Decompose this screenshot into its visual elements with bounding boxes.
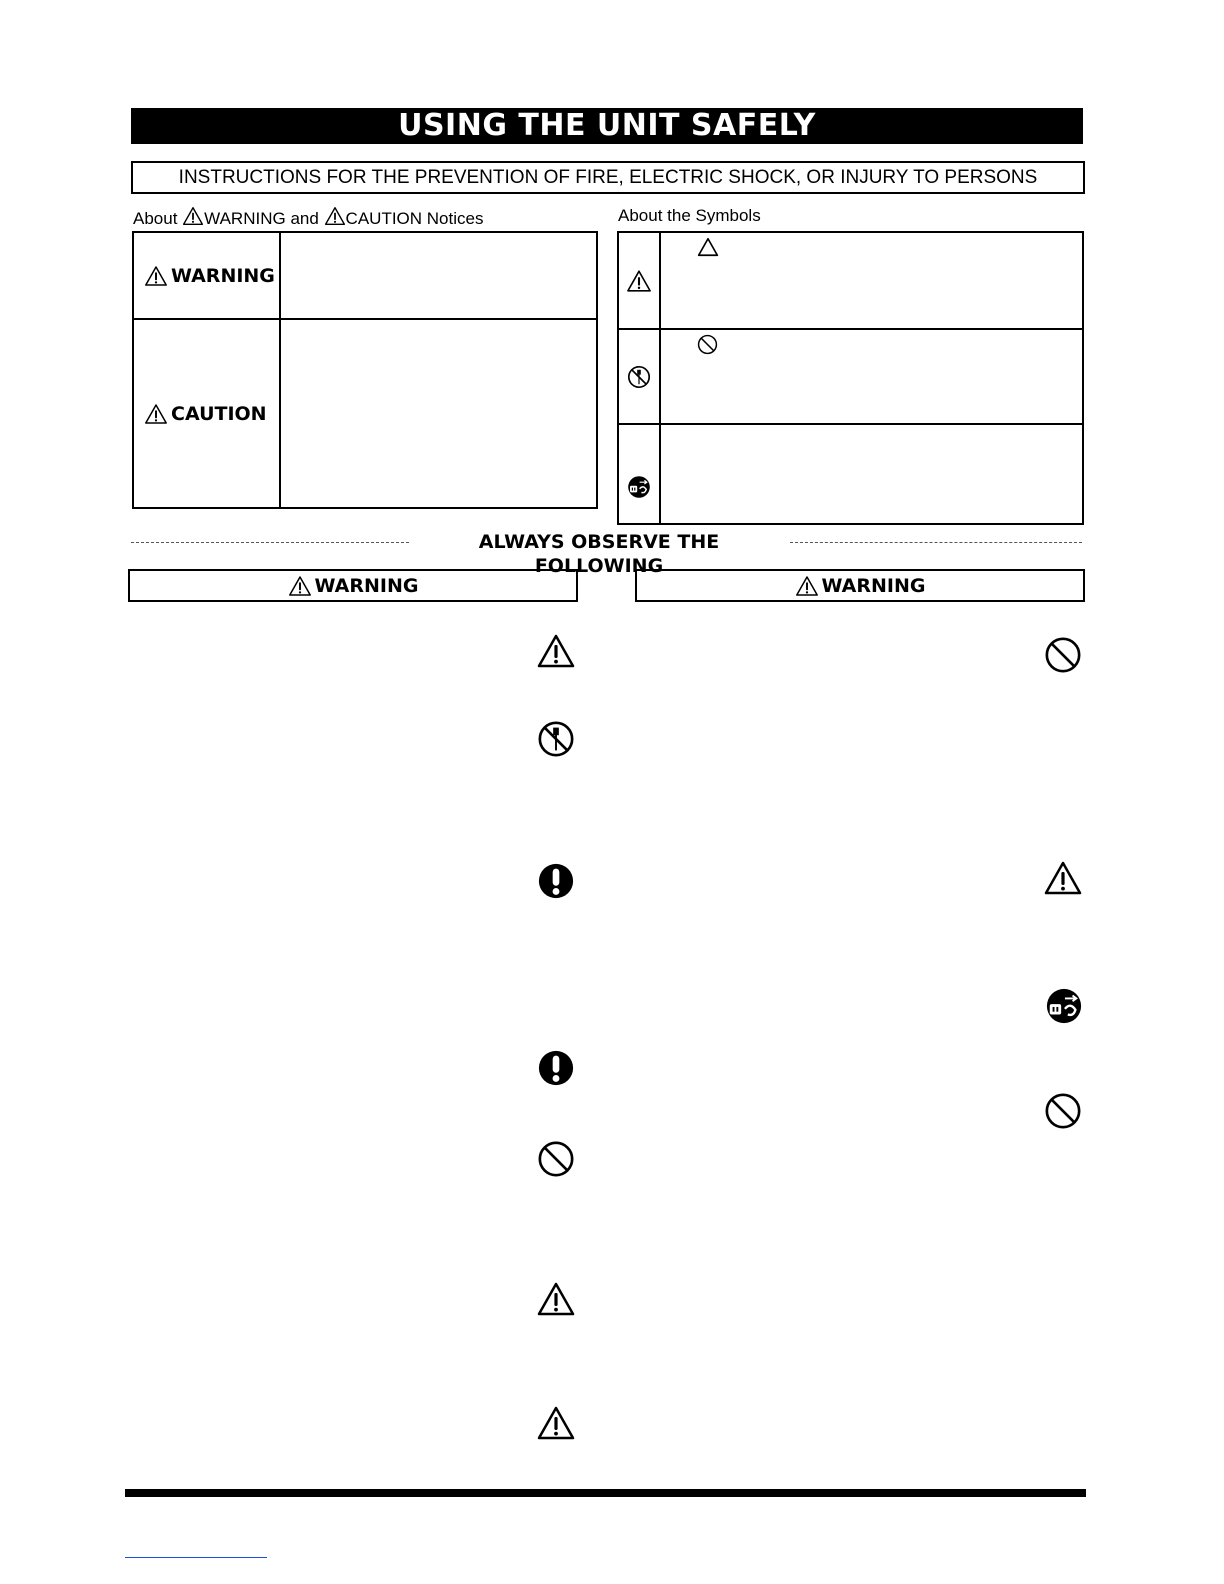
no-disassemble-icon (627, 365, 651, 389)
symbol-icon-cell (619, 233, 661, 328)
symbol-row-mandatory (619, 425, 1082, 523)
symbols-heading: About the Symbols (618, 206, 761, 225)
symbol-icon-cell (619, 425, 661, 523)
warning-triangle-icon (144, 265, 168, 287)
triangle-alert-icon (1043, 860, 1083, 896)
triangle-outline-icon (697, 237, 719, 257)
notices-heading-caution: CAUTION (345, 209, 423, 228)
notices-heading-notices: Notices (426, 209, 484, 228)
triangle-alert-icon (536, 1281, 576, 1317)
warning-triangle-icon (288, 575, 312, 597)
notices-heading-warning: WARNING (204, 209, 286, 228)
notice-caution-cell (134, 320, 281, 507)
notice-warning-label: WARNING (171, 264, 275, 287)
bottom-rule (125, 1489, 1086, 1497)
notices-heading-and: and (290, 209, 319, 228)
notice-row-warning (134, 233, 596, 320)
symbols-table (617, 231, 1084, 525)
prohibition-icon (537, 1140, 575, 1178)
caution-triangle-icon (324, 206, 346, 226)
unplug-icon (627, 475, 651, 499)
warning-triangle-icon (182, 206, 204, 226)
notice-row-caution (134, 320, 596, 507)
notice-caution-label: CAUTION (171, 402, 267, 425)
notices-table (132, 231, 598, 509)
caution-triangle-icon (144, 403, 168, 425)
notice-warning-cell (134, 233, 281, 318)
triangle-alert-icon (536, 633, 576, 669)
left-warning-label: WARNING (314, 574, 419, 597)
prohibition-icon (1044, 636, 1082, 674)
warning-triangle-icon (795, 575, 819, 597)
notices-heading (133, 206, 483, 229)
mandatory-icon (537, 1049, 575, 1087)
page-subtitle: INSTRUCTIONS FOR THE PREVENTION OF FIRE, ELECTRIC SHOCK, OR INJURY TO PERSONS (131, 161, 1085, 194)
divider-left (131, 542, 409, 543)
observe-heading: ALWAYS OBSERVE THE FOLLOWING (478, 531, 720, 577)
unplug-icon (1045, 987, 1083, 1025)
notices-heading-about: About (133, 209, 178, 228)
triangle-alert-icon (626, 269, 652, 293)
page-title: USING THE UNIT SAFELY (131, 108, 1083, 144)
right-warning-label: WARNING (821, 574, 926, 597)
no-disassemble-icon (537, 720, 575, 758)
divider-right (790, 542, 1082, 543)
left-warning-box (128, 569, 578, 602)
prohibition-icon (1044, 1092, 1082, 1130)
mandatory-icon (537, 862, 575, 900)
symbol-icon-cell (619, 330, 661, 423)
right-warning-box (635, 569, 1085, 602)
symbol-row-prohibit (619, 330, 1082, 425)
symbol-row-alert (619, 233, 1082, 330)
footer-link-line (125, 1557, 267, 1558)
prohibition-icon (697, 334, 718, 355)
triangle-alert-icon (536, 1405, 576, 1441)
